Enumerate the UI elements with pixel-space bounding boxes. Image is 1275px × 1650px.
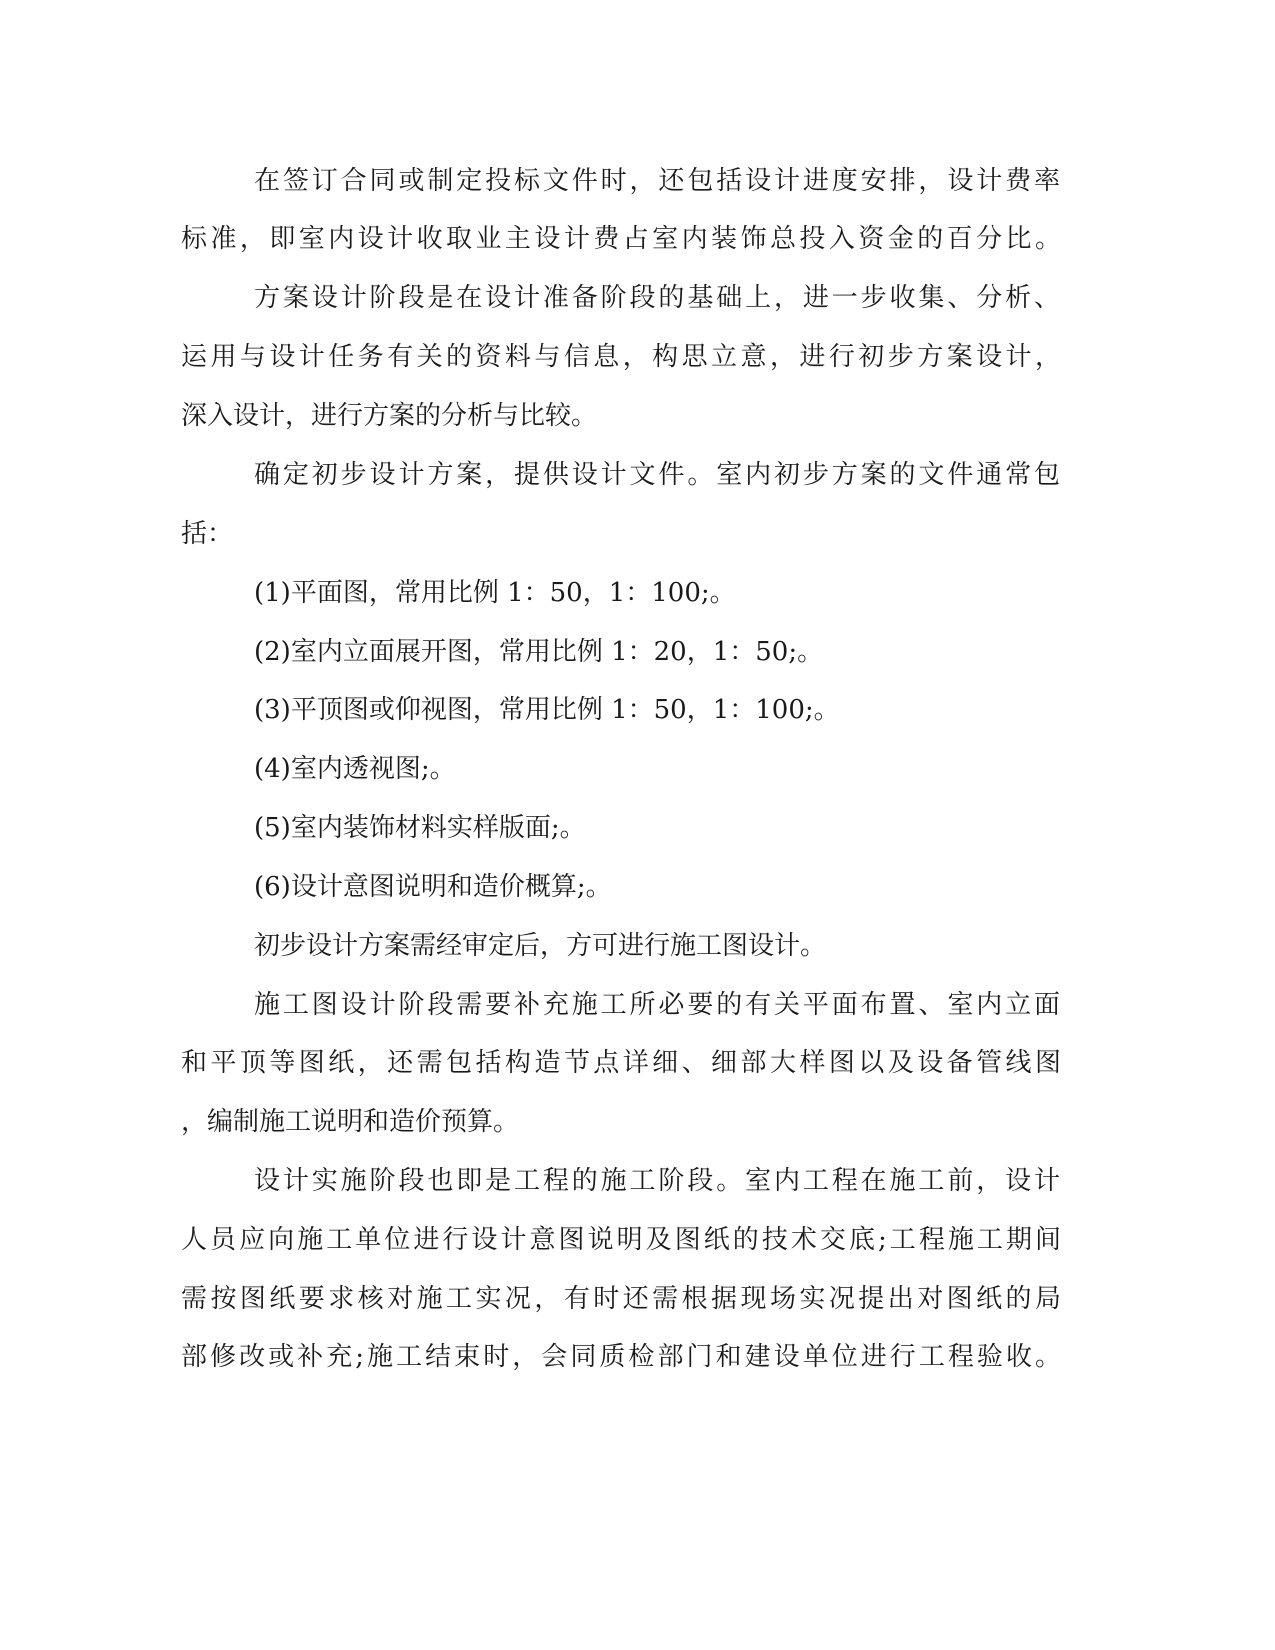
text-line: 初步设计方案需经审定后，方可进行施工图设计。 (254, 931, 827, 961)
text-line: 标准，即室内设计收取业主设计费占室内装饰总投入资金的百分比。 (181, 224, 1061, 254)
text-line: 深入设计，进行方案的分析与比较。 (181, 401, 598, 431)
list-item: (6)设计意图说明和造价概算;。 (254, 872, 612, 902)
text-line: 方案设计阶段是在设计准备阶段的基础上，进一步收集、分析、 (254, 283, 1060, 313)
list-item: (5)室内装饰材料实样版面;。 (254, 813, 586, 843)
text-line: 部修改或补充;施工结束时，会同质检部门和建设单位进行工程验收。 (181, 1342, 1061, 1372)
list-item: (4)室内透视图;。 (254, 754, 456, 784)
list-item: (1)平面图，常用比例 1：50，1：100;。 (254, 578, 736, 608)
text-line: 设计实施阶段也即是工程的施工阶段。室内工程在施工前，设计 (254, 1166, 1060, 1196)
text-line: 人员应向施工单位进行设计意图说明及图纸的技术交底;工程施工期间 (181, 1225, 1061, 1255)
list-item: (3)平顶图或仰视图，常用比例 1：50，1：100;。 (254, 695, 840, 725)
text-line: 和平顶等图纸，还需包括构造节点详细、细部大样图以及设备管线图 (181, 1048, 1061, 1078)
text-line: ，编制施工说明和造价预算。 (181, 1107, 520, 1137)
text-line: 在签订合同或制定投标文件时，还包括设计进度安排，设计费率 (254, 166, 1060, 196)
text-line: 括： (181, 519, 234, 549)
list-item: (2)室内立面展开图，常用比例 1：20，1：50;。 (254, 637, 824, 667)
text-line: 需按图纸要求核对施工实况，有时还需根据现场实况提出对图纸的局 (181, 1284, 1061, 1314)
text-line: 运用与设计任务有关的资料与信息，构思立意，进行初步方案设计， (181, 342, 1061, 372)
text-line: 确定初步设计方案，提供设计文件。室内初步方案的文件通常包 (254, 460, 1060, 490)
text-line: 施工图设计阶段需要补充施工所必要的有关平面布置、室内立面 (254, 990, 1060, 1020)
